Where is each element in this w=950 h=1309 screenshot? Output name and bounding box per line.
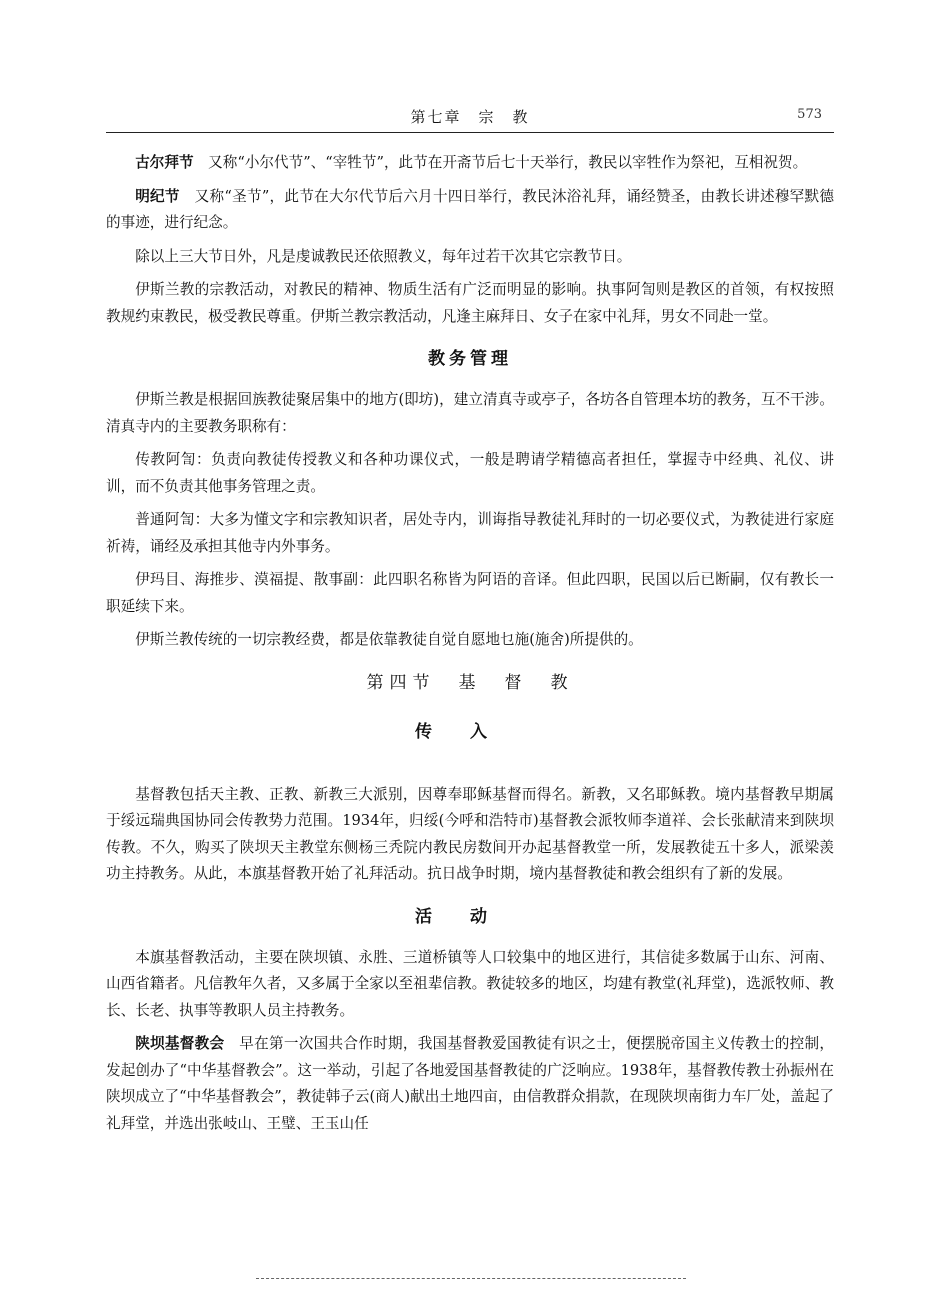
chapter-title: 第七章 宗 教	[410, 108, 530, 126]
term-mingji-festival: 明纪节	[135, 187, 180, 205]
paragraph-religious-activities: 伊斯兰教的宗教活动，对教民的精神、物质生活有广泛而明显的影响。执事阿訇则是教区的首领，有权按照教规约束教民，极受教民尊重。伊斯兰教宗教活动，凡逢主麻拜日、女子在家中礼拜，男女不同赴一堂。	[106, 281, 834, 325]
section-title-christianity: 第四节 基 督 教	[366, 672, 574, 693]
term-shanba-church: 陕坝基督教会	[135, 1035, 225, 1052]
heading-activities: 活动	[415, 906, 525, 927]
paragraph-gurbai-festival	[106, 150, 834, 177]
paragraph-ordinary-ahong: 普通阿訇：大多为懂文字和宗教知识者，居处寺内，训诲指导教徒礼拜时的一切必要仪式，为教徒进行家庭祈祷，诵经及承担其他寺内外事务。	[106, 511, 834, 555]
book-page	[106, 0, 834, 1309]
paragraph-preaching-ahong: 传教阿訇：负责向教徒传授教义和各种功课仪式，一般是聘请学精德高者担任，掌握寺中经典、礼仪、讲训，而不负责其他事务管理之责。	[106, 451, 834, 495]
page-number: 573	[797, 107, 822, 122]
paragraph-shanba-church	[106, 1031, 834, 1137]
paragraph-activities: 本旗基督教活动，主要在陕坝镇、永胜、三道桥镇等人口较集中的地区进行，其信徒多数属于山东、河南、山西省籍者。凡信教年久者，又多属于全家以至祖辈信教。教徒较多的地区，均建有教堂(礼拜堂)，选派牧师、教长、长老、执事等教职人员主持教务。	[106, 948, 834, 1019]
paragraph-other-festivals: 除以上三大节日外，凡是虔诚教民还依照教义，每年过若干次其它宗教节日。	[135, 247, 632, 265]
page-body	[106, 150, 834, 1144]
paragraph-funding: 伊斯兰教传统的一切宗教经费，都是依靠教徒自觉自愿地乜施(施舍)所提供的。	[135, 631, 643, 648]
term-gurbai-festival: 古尔拜节	[135, 154, 194, 171]
heading-affairs-management: 教务管理	[428, 349, 512, 369]
paragraph-text: 早在第一次国共合作时期，我国基督教爱国教徒有识之士，便摆脱帝国主义传教士的控制，发起创办了“中华基督教会”。这一举动，引起了各地爱国基督教徒的广泛响应。1938年，基督教传教士孙振州在陕坝成立了“中华基督教会”，教徒韩子云(商人)献出土地四亩，由信教群众捐款，在现陕坝南街力车厂处，盖起了礼拜堂，并选出张岐山、王璧、王玉山任	[106, 1035, 834, 1132]
footer-rule	[256, 1278, 686, 1279]
header-rule	[106, 132, 834, 133]
running-head	[106, 106, 834, 132]
paragraph-four-offices: 伊玛目、海推步、漠福提、散事副：此四职名称皆为阿语的音译。但此四职，民国以后已断嗣，仅有教长一职延续下来。	[106, 571, 834, 615]
paragraph-text: 又称“圣节”，此节在大尔代节后六月十四日举行，教民沐浴礼拜，诵经赞圣，由教长讲述穆罕默德的事迹，进行纪念。	[106, 187, 834, 231]
paragraph-affairs-intro: 伊斯兰教是根据回族教徒聚居集中的地方(即坊)，建立清真寺或亭子，各坊各自管理本坊的教务，互不干涉。清真寺内的主要教务职称有：	[106, 391, 834, 435]
paragraph-introduction: 基督教包括天主教、正教、新教三大派别，因尊奉耶稣基督而得名。新教，又名耶稣教。境内基督教早期属于绥远瑞典国协同会传教势力范围。1934年，归绥(今呼和浩特市)基督教会派牧师李道祥、会长张献清来到陕坝传教。不久，购买了陕坝天主教堂东侧杨三秃院内教民房数间开办起基督教堂一所，发展教徒五十多人，派梁羡功主持教务。从此，本旗基督教开始了礼拜活动。抗日战争时期，境内基督教徒和教会组织有了新的发展。	[106, 785, 834, 882]
paragraph-text: 又称“小尔代节”、“宰牲节”，此节在开斋节后七十天举行，教民以宰牲作为祭祀，互相祝贺。	[193, 154, 808, 171]
heading-introduction: 传入	[415, 721, 525, 742]
paragraph-mingji-festival	[106, 184, 834, 237]
